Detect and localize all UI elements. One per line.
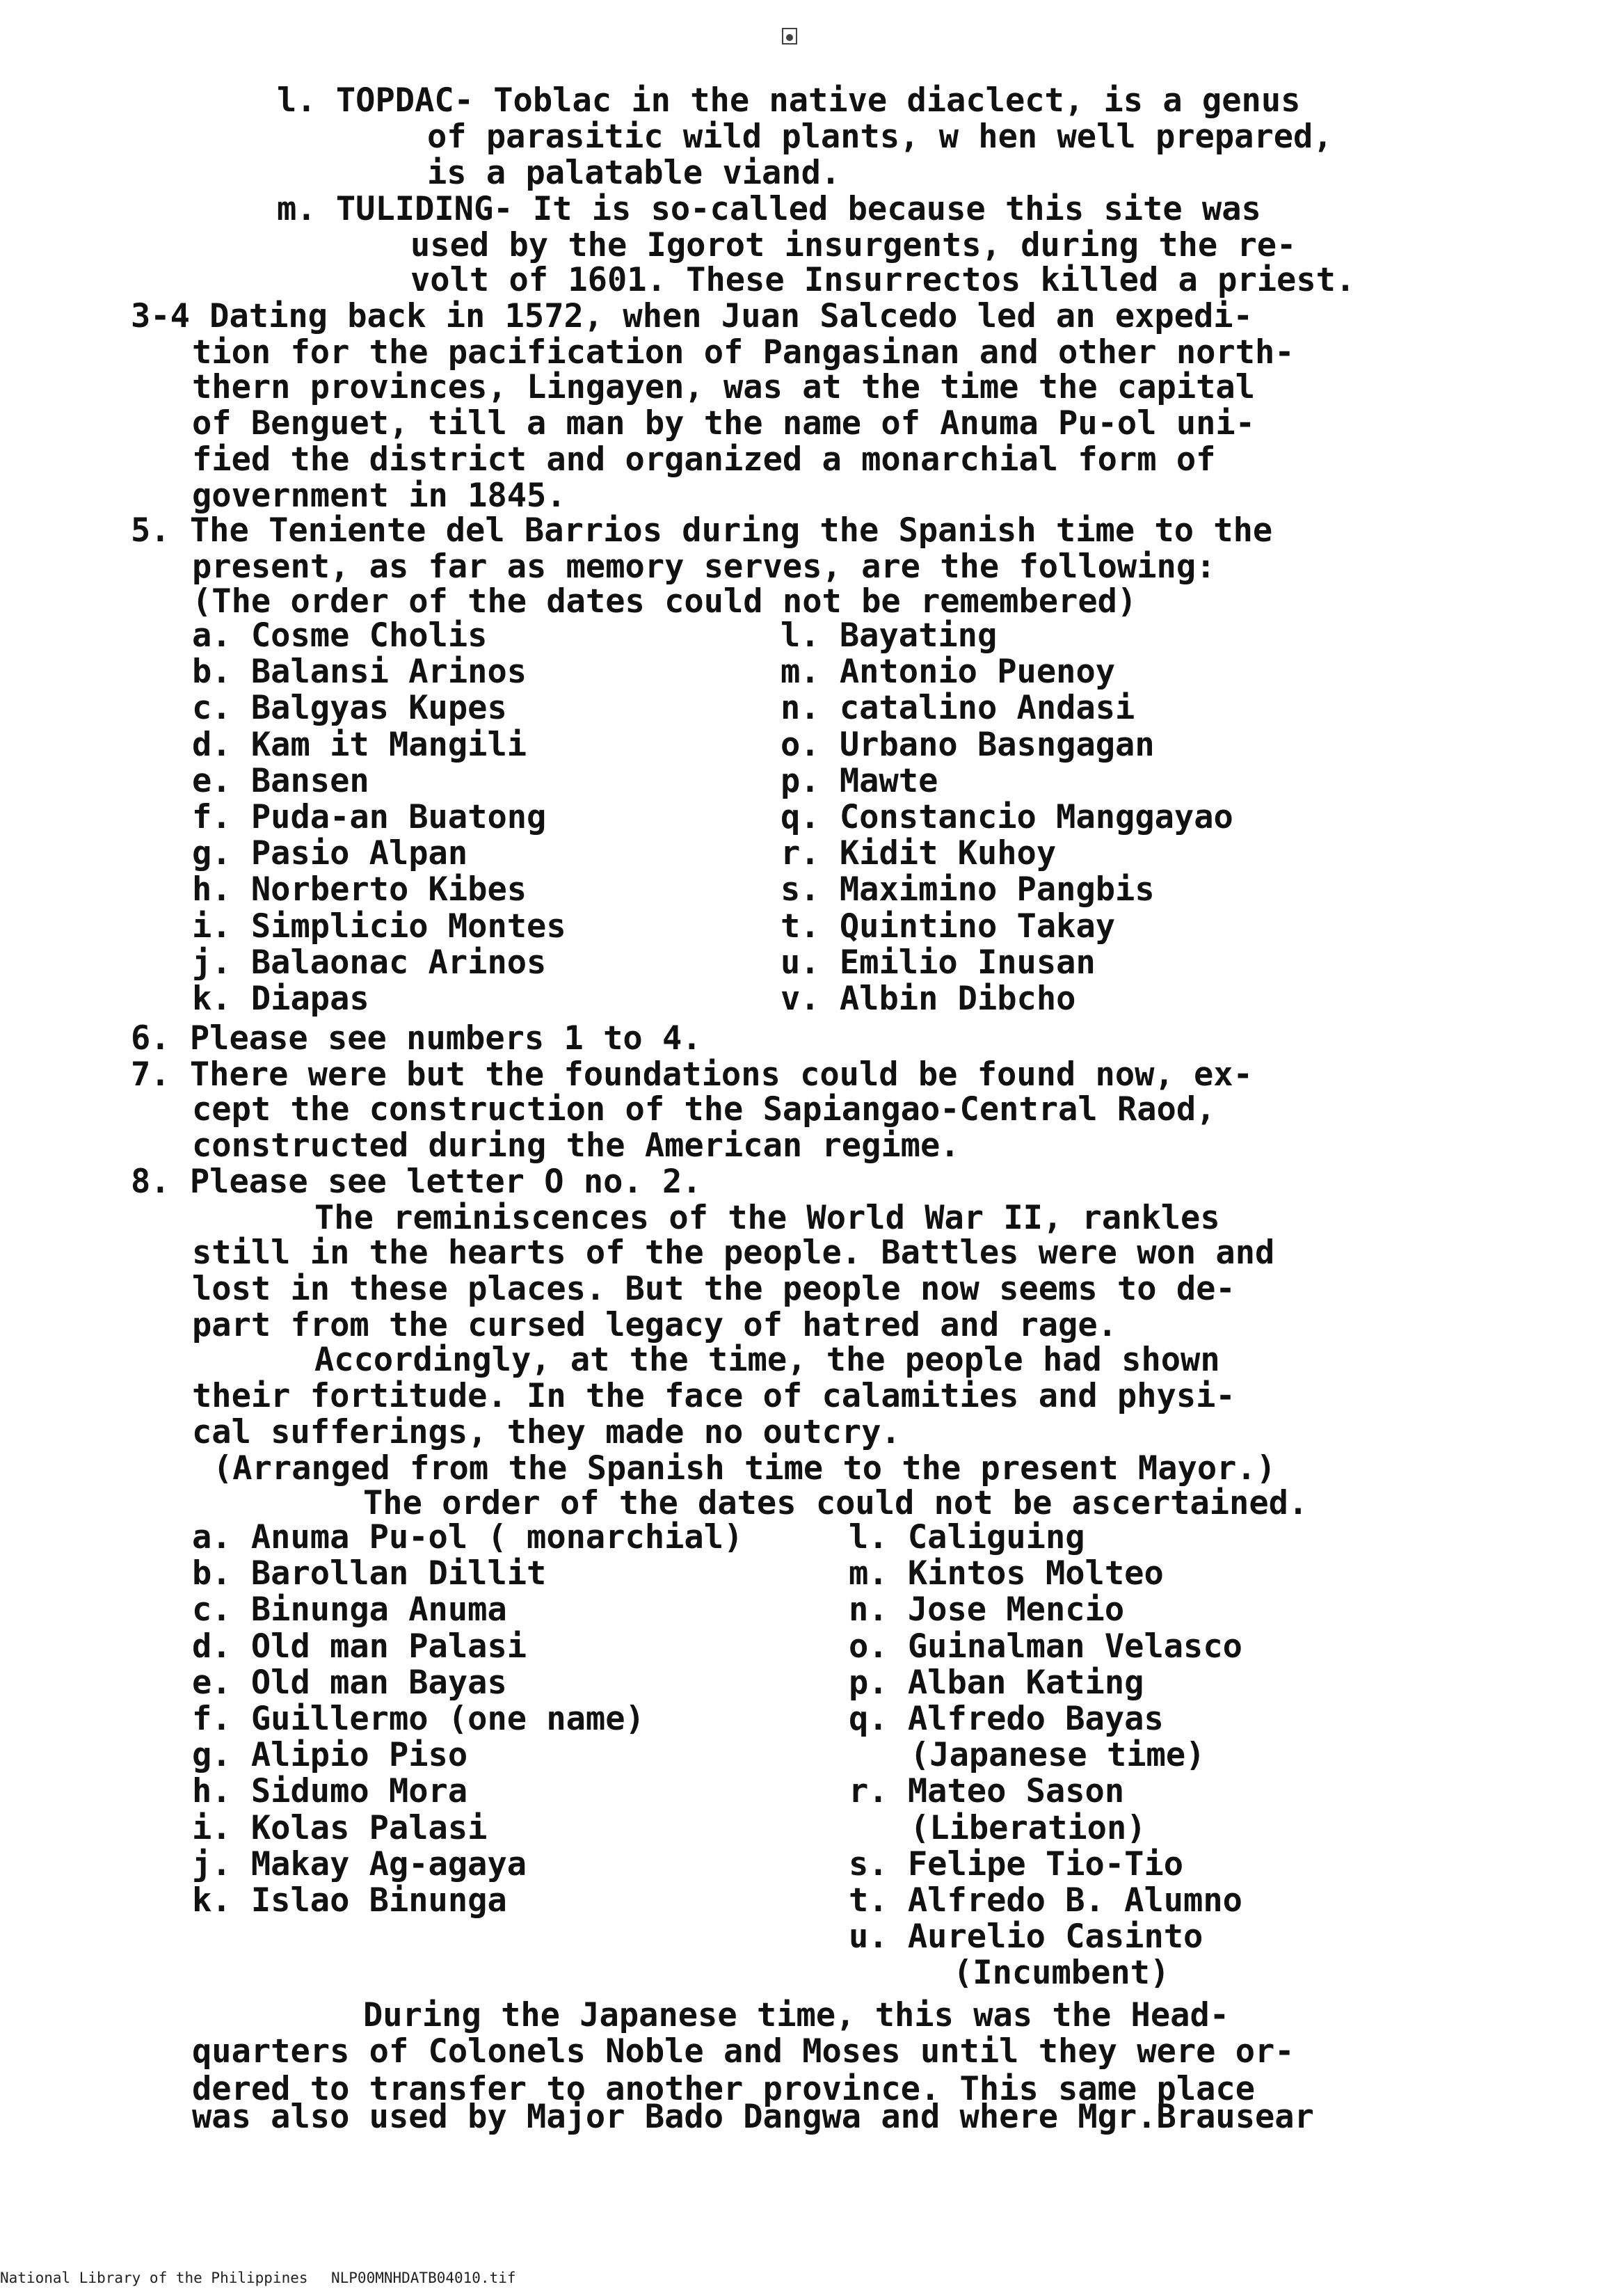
text-line: quarters of Colonels Noble and Moses until they were or- bbox=[192, 2032, 1295, 2071]
list-item: m. Antonio Puenoy bbox=[781, 653, 1116, 692]
text-line: is a palatable viand. bbox=[427, 154, 841, 192]
text-line: 6. Please see numbers 1 to 4. bbox=[131, 1019, 702, 1058]
list-item: e. Old man Bayas bbox=[192, 1663, 507, 1702]
text-line: 7. There were but the foundations could be found now, ex- bbox=[131, 1055, 1253, 1094]
list-item: i. Kolas Palasi bbox=[192, 1808, 488, 1847]
mayor-list-left bbox=[192, 1520, 743, 1919]
text-line: used by the Igorot insurgents, during the re- bbox=[410, 226, 1297, 264]
teniente-list-right bbox=[781, 618, 1233, 1017]
list-item: a. Anuma Pu-ol ( monarchial) bbox=[192, 1518, 744, 1556]
list-item: c. Binunga Anuma bbox=[192, 1591, 507, 1629]
text-line: of Benguet, till a man by the name of Anuma Pu-ol uni- bbox=[192, 404, 1256, 443]
list-item: g. Alipio Piso bbox=[192, 1736, 468, 1775]
list-item: s. Felipe Tio-Tio bbox=[849, 1844, 1184, 1883]
list-item: k. Islao Binunga bbox=[192, 1881, 507, 1920]
list-item: j. Balaonac Arinos bbox=[192, 943, 547, 982]
list-item-note: (Liberation) bbox=[910, 1808, 1146, 1847]
list-item: e. Bansen bbox=[192, 761, 369, 800]
list-item: r. Mateo Sason bbox=[849, 1772, 1125, 1811]
page-punch-mark-icon bbox=[781, 28, 799, 46]
footer-file: NLP00MNHDATB04010.tif bbox=[331, 2270, 516, 2286]
list-item: f. Puda-an Buatong bbox=[192, 797, 547, 836]
text-line: cal sufferings, they made no outcry. bbox=[192, 1413, 901, 1451]
text-line: 5. The Teniente del Barrios during the Spanish time to the bbox=[131, 511, 1273, 550]
list-item-note: (Incumbent) bbox=[953, 1954, 1170, 1993]
text-line: their fortitude. In the face of calamities and physi- bbox=[192, 1377, 1235, 1415]
list-item: n. catalino Andasi bbox=[781, 689, 1135, 728]
text-line: was also used by Major Bado Dangwa and where Mgr.Brausear bbox=[192, 2098, 1314, 2136]
text-line: still in the hearts of the people. Battles were won and bbox=[192, 1234, 1275, 1272]
text-line: 8. Please see letter O no. 2. bbox=[131, 1163, 702, 1201]
list-item: t. Quintino Takay bbox=[781, 907, 1116, 946]
list-item: j. Makay Ag-agaya bbox=[192, 1844, 527, 1883]
text-line: cept the construction of the Sapiangao-Central Raod, bbox=[192, 1090, 1216, 1129]
text-line: Accordingly, at the time, the people had shown bbox=[314, 1341, 1220, 1379]
text-line: l. TOPDAC- Toblac in the native diaclect, is a genus bbox=[277, 81, 1301, 120]
text-line: of parasitic wild plants, w hen well prepared, bbox=[427, 118, 1333, 156]
text-line: m. TULIDING- It is so-called because this site was bbox=[277, 190, 1261, 228]
teniente-list-left bbox=[192, 618, 566, 1017]
list-item: p. Alban Kating bbox=[849, 1663, 1144, 1702]
list-item: k. Diapas bbox=[192, 979, 369, 1018]
list-item: a. Cosme Cholis bbox=[192, 616, 488, 655]
list-item: m. Kintos Molteo bbox=[849, 1554, 1164, 1593]
text-line: (Arranged from the Spanish time to the present Mayor.) bbox=[213, 1449, 1277, 1488]
mayor-list-right bbox=[849, 1520, 1242, 1991]
list-item: o. Guinalman Velasco bbox=[849, 1627, 1242, 1666]
list-item: h. Norberto Kibes bbox=[192, 870, 527, 909]
list-item: g. Pasio Alpan bbox=[192, 834, 468, 873]
list-item: u. Emilio Inusan bbox=[781, 943, 1096, 982]
list-item: t. Alfredo B. Alumno bbox=[849, 1881, 1242, 1920]
list-item: i. Simplicio Montes bbox=[192, 907, 566, 946]
list-item: q. Alfredo Bayas bbox=[849, 1699, 1164, 1738]
list-item: l. Caliguing bbox=[849, 1518, 1085, 1556]
list-item: h. Sidumo Mora bbox=[192, 1772, 468, 1811]
list-item: b. Barollan Dillit bbox=[192, 1554, 547, 1593]
list-item: d. Old man Palasi bbox=[192, 1627, 527, 1666]
text-line: 3-4 Dating back in 1572, when Juan Salcedo led an expedi- bbox=[131, 297, 1253, 335]
text-line: thern provinces, Lingayen, was at the time the capital bbox=[192, 368, 1256, 406]
text-line: During the Japanese time, this was the Head- bbox=[363, 1996, 1230, 2034]
list-item: f. Guillermo (one name) bbox=[192, 1699, 645, 1738]
list-item: n. Jose Mencio bbox=[849, 1591, 1125, 1629]
text-line: lost in these places. But the people now seems to de- bbox=[192, 1270, 1235, 1308]
list-item: s. Maximino Pangbis bbox=[781, 870, 1155, 909]
text-line: part from the cursed legacy of hatred and rage. bbox=[192, 1306, 1117, 1344]
text-line: constructed during the American regime. bbox=[192, 1126, 960, 1165]
text-line: government in 1845. bbox=[192, 477, 566, 515]
text-line: The reminiscences of the World War II, rankles bbox=[314, 1199, 1220, 1237]
list-item-note: (Japanese time) bbox=[910, 1736, 1206, 1775]
text-line: tion for the pacification of Pangasinan and other north- bbox=[192, 333, 1295, 372]
list-item: d. Kam it Mangili bbox=[192, 725, 527, 764]
list-item: b. Balansi Arinos bbox=[192, 653, 527, 692]
text-line: (The order of the dates could not be remembered) bbox=[192, 582, 1137, 621]
list-item: r. Kidit Kuhoy bbox=[781, 834, 1057, 873]
list-item: q. Constancio Manggayao bbox=[781, 797, 1233, 836]
footer-library: National Library of the Philippines bbox=[0, 2270, 308, 2286]
list-item: v. Albin Dibcho bbox=[781, 979, 1076, 1018]
text-line: volt of 1601. These Insurrectos killed a priest. bbox=[410, 261, 1356, 299]
text-line: The order of the dates could not be ascertained. bbox=[363, 1484, 1309, 1522]
text-line: present, as far as memory serves, are the following: bbox=[192, 548, 1216, 586]
text-line: fied the district and organized a monarchial form of bbox=[192, 440, 1216, 479]
list-item: o. Urbano Basngagan bbox=[781, 725, 1155, 764]
list-item: u. Aurelio Casinto bbox=[849, 1918, 1203, 1956]
text-line: dered to transfer to another province. This same place bbox=[192, 2070, 1256, 2108]
list-item: l. Bayating bbox=[781, 616, 998, 655]
list-item: p. Mawte bbox=[781, 761, 938, 800]
list-item: c. Balgyas Kupes bbox=[192, 689, 507, 728]
